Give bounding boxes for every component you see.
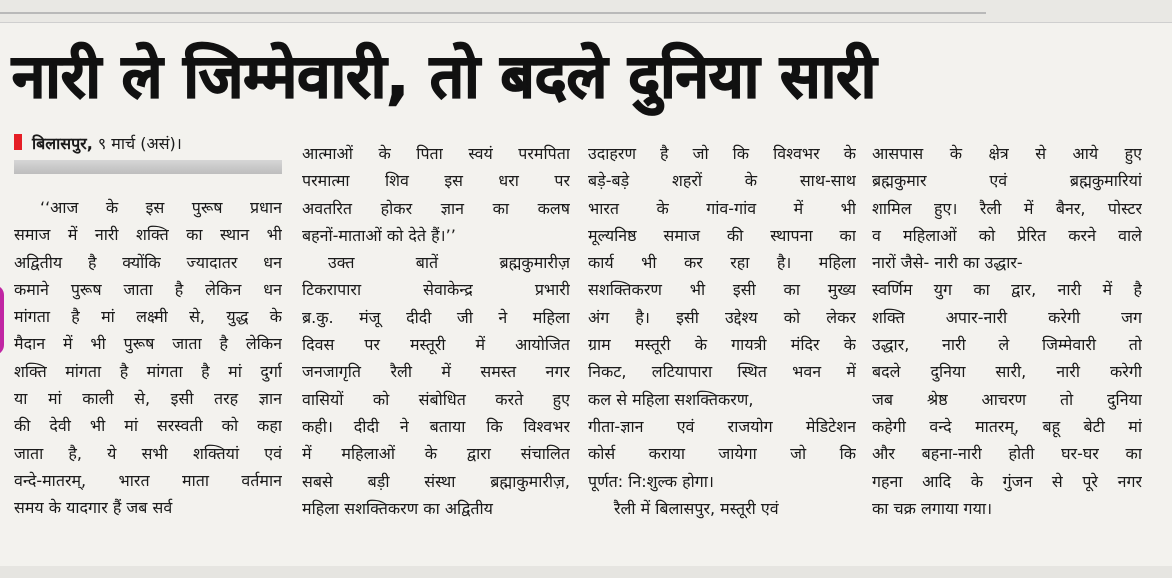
article-column-3: [588, 140, 856, 522]
article-line: ब्र.कु. मंजू दीदी जी ने महिला: [302, 307, 570, 327]
article-line: अंग है। इसी उद्देश्य को लेकर: [588, 307, 856, 327]
article-line: बदले दुनिया सारी, नारी करेगी: [872, 362, 1142, 382]
article-line: समाज में नारी शक्ति का स्थान भी: [14, 225, 282, 245]
dateline-date: ९ मार्च (असं)।: [92, 134, 182, 153]
article-line: दिवस पर मस्तूरी में आयोजित: [302, 335, 570, 355]
article-line: कोर्स कराया जायेगा जो कि: [588, 444, 856, 464]
article-line: अवतरित होकर ज्ञान का कलष: [302, 198, 570, 218]
bottom-page-strip: [0, 566, 1172, 578]
article-column-2: [302, 140, 570, 522]
headline: नारी ले जिम्मेवारी, तो बदले दुनिया सारी: [12, 42, 877, 112]
article-line: मैदान में भी पुरूष जाता है लेकिन: [14, 334, 282, 354]
article-line: ग्राम मस्तूरी के गायत्री मंदिर के: [588, 335, 856, 355]
article-line: कही। दीदी ने बताया कि विश्वभर: [302, 416, 570, 436]
article-line: निकट, लटियापारा स्थित भवन में: [588, 362, 856, 382]
article-line: व महिलाओं को प्रेरित करने वाले: [872, 225, 1142, 245]
article-line: कहेगी वन्दे मातरम्‌, बहू बेटी मां: [872, 416, 1142, 436]
article-line: बहनों-माताओं को देते हैं।’’: [302, 225, 456, 245]
article-line: भारत के गांव-गांव में भी: [588, 198, 856, 218]
article-line: सशक्तिकरण भी इसी का मुख्य: [588, 280, 856, 300]
side-color-fragment: [0, 285, 4, 355]
article-line: या मां काली से, इसी तरह ज्ञान: [14, 389, 282, 409]
article-line: समय के यादगार हैं जब सर्व: [14, 498, 173, 518]
article-line: और बहना-नारी होती घर-घर का: [872, 444, 1142, 464]
dateline-place: बिलासपुर,: [32, 134, 93, 153]
article-line: रैली में बिलासपुर, मस्तूरी एवं: [614, 498, 779, 518]
top-page-strip: [0, 0, 1172, 23]
article-line: स्वर्णिम युग का द्वार, नारी में है: [872, 280, 1142, 300]
article-line: ‘‘आज के इस पुरूष प्रधान: [40, 198, 282, 217]
article-line: टिकरापारा सेवाकेन्द्र प्रभारी: [302, 280, 570, 300]
article-line: उदाहरण है जो कि विश्वभर के: [588, 144, 856, 163]
article-line: आत्माओं के पिता स्वयं परमपिता: [302, 144, 570, 163]
article-line: उक्त बातें ब्रह्मकुमारीज़: [328, 253, 570, 273]
article-line: महिला सशक्तिकरण का अद्वितीय: [302, 498, 493, 518]
article-line: शक्ति अपार-नारी करेगी जग: [872, 307, 1142, 327]
article-line: नारों जैसे- नारी का उद्धार-: [872, 253, 1023, 273]
article-line: की देवी भी मां सरस्वती को कहा: [14, 416, 282, 436]
top-rule: [0, 12, 986, 14]
dateline-red-marker: [14, 134, 22, 150]
article-line: सबसे बड़ी संस्था ब्रह्माकुमारीज़,: [302, 471, 570, 491]
article-line: कार्य भी कर रहा है। महिला: [588, 253, 856, 273]
article-line: परमात्मा शिव इस धरा पर: [302, 171, 570, 191]
article-line: ब्रह्मकुमार एवं ब्रह्मकुमारियां: [872, 171, 1142, 191]
dateline-gray-bar: [14, 160, 282, 174]
article-line: वासियों को संबोधित करते हुए: [302, 389, 570, 409]
dateline: [32, 132, 182, 156]
article-line: वन्दे-मातरम्‌, भारत माता वर्तमान: [14, 470, 282, 490]
article-line: अद्वितीय है क्योंकि ज्यादातर धन: [14, 252, 282, 272]
article-line: उद्धार, नारी ले जिम्मेवारी तो: [872, 335, 1142, 355]
article-line: जाता है, ये सभी शक्तियां एवं: [14, 443, 282, 463]
article-line: शामिल हुए। रैली में बैनर, पोस्टर: [872, 198, 1142, 218]
article-line: बड़े-बड़े शहरों के साथ-साथ: [588, 171, 856, 191]
article-column-4: [872, 140, 1142, 522]
article-line: मांगता है मां लक्ष्मी से, युद्ध के: [14, 307, 282, 327]
article-line: कमाने पुरूष जाता है लेकिन धन: [14, 279, 282, 299]
dateline-block: [14, 132, 282, 178]
article-line: में महिलाओं के द्वारा संचालित: [302, 444, 570, 464]
article-line: जनजागृति रैली में समस्त नगर: [302, 362, 570, 382]
article-line: का चक्र लगाया गया।: [872, 498, 993, 518]
article-line: गहना आदि के गुंजन से पूरे नगर: [872, 471, 1142, 491]
article-line: गीता-ज्ञान एवं राजयोग मेडिटेशन: [588, 416, 856, 436]
article-line: जब श्रेष्ठ आचरण तो दुनिया: [872, 389, 1142, 409]
article-column-1: [14, 194, 282, 522]
article-line: मूल्यनिष्ठ समाज की स्थापना का: [588, 225, 856, 245]
article-line: पूर्णत: नि:शुल्क होगा।: [588, 471, 714, 491]
article-line: कल से महिला सशक्तिकरण,: [588, 389, 754, 409]
article-line: आसपास के क्षेत्र से आये हुए: [872, 144, 1142, 163]
article-line: शक्ति मांगता है मांगता है मां दुर्गा: [14, 361, 282, 381]
